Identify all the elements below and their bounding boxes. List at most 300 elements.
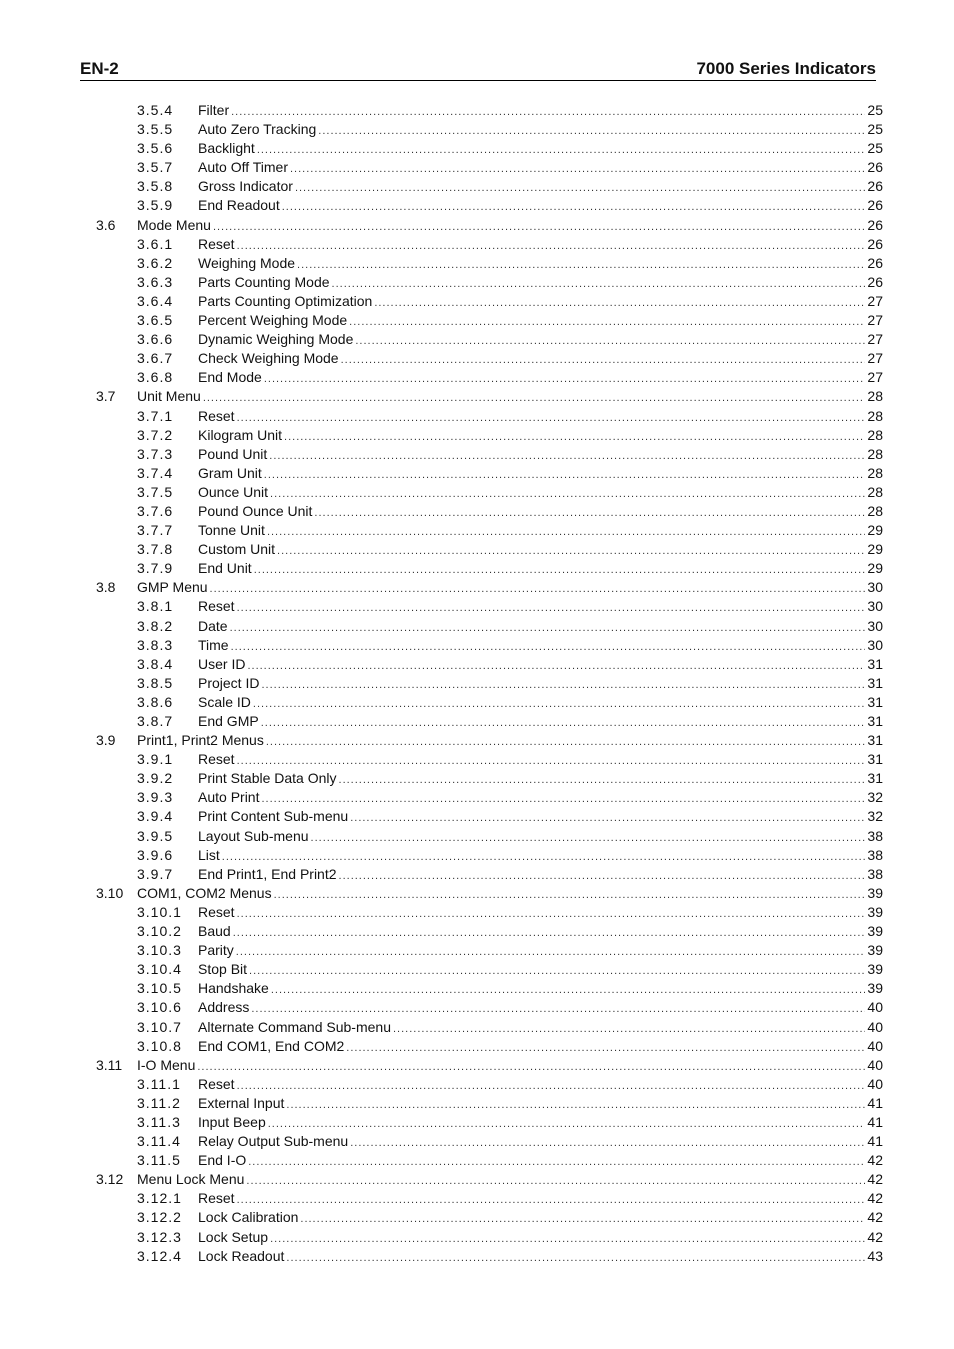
toc-entry-title: Print Stable Data Only <box>198 770 337 787</box>
dot-leader <box>230 617 866 638</box>
dot-leader <box>264 368 866 389</box>
toc-entry-title: Auto Print <box>198 789 260 806</box>
toc-entry-number: 3.10.3 <box>137 942 182 959</box>
toc-entry-page: 30 <box>867 617 883 634</box>
toc-entry-line <box>198 196 883 217</box>
toc-entry-title: User ID <box>198 655 246 672</box>
toc-subsection-entry[interactable] <box>96 559 883 578</box>
toc-entry-line <box>198 1018 883 1039</box>
page-number-label: EN-2 <box>80 59 119 78</box>
toc-entry-title: Baud <box>198 923 231 940</box>
toc-entry-number: 3.8.6 <box>137 693 174 710</box>
toc-entry-page: 31 <box>867 674 883 691</box>
dot-leader <box>197 1056 865 1077</box>
toc-entry-line <box>198 1189 883 1210</box>
toc-entry-title: Layout Sub-menu <box>198 827 309 844</box>
toc-entry-line <box>198 559 883 580</box>
toc-entry-title: Print1, Print2 Menus <box>137 732 264 749</box>
toc-entry-title: End Readout <box>198 197 280 214</box>
toc-entry-number: 3.7.4 <box>137 464 174 481</box>
toc-subsection-entry[interactable] <box>96 101 883 120</box>
toc-subsection-entry[interactable] <box>96 960 883 979</box>
toc-entry-line <box>198 636 883 657</box>
toc-entry-page: 26 <box>867 159 883 176</box>
toc-subsection-entry[interactable] <box>96 311 883 330</box>
dot-leader <box>237 235 866 256</box>
toc-entry-page: 40 <box>867 1075 883 1092</box>
toc-subsection-entry[interactable] <box>96 674 883 693</box>
page-header <box>80 58 876 81</box>
dot-leader <box>233 922 866 943</box>
toc-entry-line <box>137 216 883 237</box>
toc-entry-line <box>198 807 883 828</box>
toc-entry-number: 3.5.7 <box>137 159 174 176</box>
toc-entry-number: 3.6 <box>96 216 116 233</box>
dot-leader <box>247 655 865 676</box>
toc-subsection-entry[interactable] <box>96 1132 883 1151</box>
toc-entry-title: Pound Ounce Unit <box>198 502 313 519</box>
dot-leader <box>222 846 866 867</box>
toc-entry-line <box>198 846 883 867</box>
toc-entry-page: 39 <box>867 942 883 959</box>
toc-subsection-entry[interactable] <box>96 769 883 788</box>
toc-section-entry[interactable] <box>96 387 883 406</box>
toc-entry-title: Relay Output Sub-menu <box>198 1133 349 1150</box>
toc-entry-number: 3.8.7 <box>137 713 174 729</box>
toc-subsection-entry[interactable] <box>96 617 883 636</box>
toc-entry-number: 3.7.7 <box>137 522 174 539</box>
toc-entry-title: Ounce Unit <box>198 483 269 500</box>
toc-subsection-entry[interactable] <box>96 368 883 387</box>
toc-subsection-entry[interactable] <box>96 1247 883 1266</box>
dot-leader <box>237 903 866 924</box>
toc-entry-title: List <box>198 846 220 863</box>
toc-entry-page: 27 <box>867 292 883 309</box>
toc-section-entry[interactable] <box>96 1170 883 1189</box>
toc-entry-page: 27 <box>867 369 883 386</box>
toc-entry-title: Reset <box>198 903 235 920</box>
toc-entry-number: 3.6.6 <box>137 331 174 348</box>
toc-section-entry[interactable] <box>96 731 883 750</box>
toc-entry-line <box>198 177 883 198</box>
toc-entry-line <box>198 979 883 1000</box>
toc-entry-page: 25 <box>867 140 883 157</box>
toc-entry-number: 3.7.9 <box>137 560 174 577</box>
dot-leader <box>261 674 865 695</box>
toc-entry-title: Custom Unit <box>198 541 276 558</box>
toc-entry-number: 3.11 <box>96 1056 123 1073</box>
toc-entry-page: 38 <box>867 827 883 844</box>
toc-entry-page: 39 <box>867 884 883 901</box>
toc-entry-number: 3.9.7 <box>137 865 174 882</box>
toc-entry-line <box>198 349 883 370</box>
toc-entry-number: 3.11.5 <box>137 1152 181 1169</box>
toc-section-entry[interactable] <box>96 216 883 235</box>
dot-leader <box>318 120 865 141</box>
toc-entry-page: 40 <box>867 1056 883 1073</box>
toc-entry-number: 3.9.1 <box>137 751 174 768</box>
dot-leader <box>236 941 866 962</box>
toc-subsection-entry[interactable] <box>96 1113 883 1132</box>
dot-leader <box>268 1113 866 1134</box>
toc-subsection-entry[interactable] <box>96 139 883 158</box>
dot-leader <box>346 1037 865 1058</box>
dot-leader <box>349 311 865 332</box>
toc-entry-page: 28 <box>867 388 883 405</box>
toc-subsection-entry[interactable] <box>96 330 883 349</box>
dot-leader <box>284 426 865 447</box>
toc-subsection-entry[interactable] <box>96 502 883 521</box>
toc-subsection-entry[interactable] <box>96 120 883 139</box>
toc-subsection-entry[interactable] <box>96 196 883 215</box>
dot-leader <box>246 1170 865 1191</box>
toc-entry-line <box>198 1037 883 1058</box>
toc-entry-line <box>198 674 883 695</box>
toc-entry-number: 3.9.2 <box>137 770 174 787</box>
dot-leader <box>300 1208 865 1229</box>
toc-subsection-entry[interactable] <box>96 273 883 292</box>
toc-subsection-entry[interactable] <box>96 407 883 426</box>
toc-entry-title: Address <box>198 999 250 1016</box>
toc-entry-title: Auto Zero Tracking <box>198 121 317 138</box>
toc-entry-title: COM1, COM2 Menus <box>137 884 272 901</box>
toc-entry-page: 29 <box>867 541 883 558</box>
toc-entry-line <box>198 139 883 160</box>
toc-entry-page: 27 <box>867 331 883 348</box>
dot-leader <box>311 827 866 848</box>
toc-entry-line <box>198 750 883 771</box>
toc-entry-page: 38 <box>867 865 883 882</box>
toc-subsection-entry[interactable] <box>96 979 883 998</box>
toc-entry-line <box>198 1132 883 1153</box>
toc-entry-line <box>198 445 883 466</box>
toc-subsection-entry[interactable] <box>96 827 883 846</box>
dot-leader <box>350 1132 865 1153</box>
toc-entry-number: 3.7.1 <box>137 407 174 424</box>
toc-subsection-entry[interactable] <box>96 597 883 616</box>
toc-subsection-entry[interactable] <box>96 521 883 540</box>
toc-entry-page: 31 <box>867 693 883 710</box>
toc-entry-number: 3.11.2 <box>137 1094 181 1111</box>
toc-entry-title: Reset <box>198 235 235 252</box>
toc-subsection-entry[interactable] <box>96 903 883 922</box>
toc-entry-page: 41 <box>867 1133 883 1150</box>
dot-leader <box>393 1018 865 1039</box>
toc-entry-line <box>198 330 883 351</box>
toc-subsection-entry[interactable] <box>96 922 883 941</box>
toc-subsection-entry[interactable] <box>96 846 883 865</box>
toc-entry-page: 30 <box>867 598 883 615</box>
toc-entry-number: 3.8.5 <box>137 674 174 691</box>
toc-entry-title: Date <box>198 617 228 634</box>
toc-entry-title: Tonne Unit <box>198 522 265 539</box>
toc-entry-line <box>198 903 883 924</box>
toc-subsection-entry[interactable] <box>96 1151 883 1170</box>
toc-entry-line <box>198 769 883 790</box>
toc-entry-title: Lock Calibration <box>198 1209 299 1226</box>
toc-entry-title: End Mode <box>198 369 262 386</box>
toc-entry-line <box>198 597 883 618</box>
toc-subsection-entry[interactable] <box>96 464 883 483</box>
dot-leader <box>286 1094 865 1115</box>
toc-entry-number: 3.8.3 <box>137 636 174 653</box>
toc-entry-line <box>198 1151 883 1172</box>
toc-entry-line <box>198 540 883 561</box>
dot-leader <box>264 464 866 485</box>
dot-leader <box>254 559 866 580</box>
toc-entry-title: Gross Indicator <box>198 178 293 195</box>
dot-leader <box>290 158 865 179</box>
toc-entry-title: Reset <box>198 751 235 768</box>
dot-leader <box>213 216 865 237</box>
toc-entry-title: Print Content Sub-menu <box>198 808 349 825</box>
toc-entry-title: Weighing Mode <box>198 254 296 271</box>
toc-entry-title: End COM1, End COM2 <box>198 1037 345 1054</box>
toc-subsection-entry[interactable] <box>96 292 883 311</box>
toc-entry-page: 39 <box>867 980 883 997</box>
toc-subsection-entry[interactable] <box>96 941 883 960</box>
toc-entry-number: 3.12.2 <box>137 1209 182 1226</box>
toc-entry-page: 30 <box>867 636 883 653</box>
toc-subsection-entry[interactable] <box>96 158 883 177</box>
toc-entry-line <box>198 368 883 389</box>
toc-entry-number: 3.12 <box>96 1171 124 1188</box>
toc-entry-number: 3.7.8 <box>137 541 174 558</box>
toc-subsection-entry[interactable] <box>96 254 883 273</box>
dot-leader <box>282 196 866 217</box>
toc-entry-number: 3.6.5 <box>137 312 174 329</box>
toc-entry-page: 41 <box>867 1094 883 1111</box>
toc-subsection-entry[interactable] <box>96 712 883 731</box>
toc-entry-title: Reset <box>198 1075 235 1092</box>
toc-entry-number: 3.12.3 <box>137 1228 182 1245</box>
toc-entry-title: Unit Menu <box>137 388 201 405</box>
toc-entry-number: 3.9.6 <box>137 846 174 863</box>
toc-entry-number: 3.11.4 <box>137 1133 181 1150</box>
toc-subsection-entry[interactable] <box>96 636 883 655</box>
toc-entry-page: 42 <box>867 1209 883 1226</box>
toc-entry-line <box>198 1113 883 1134</box>
toc-entry-number: 3.8 <box>96 579 116 596</box>
toc-subsection-entry[interactable] <box>96 655 883 674</box>
dot-leader <box>257 139 866 160</box>
toc-subsection-entry[interactable] <box>96 445 883 464</box>
toc-entry-title: Check Weighing Mode <box>198 350 339 367</box>
dot-leader <box>332 273 866 294</box>
toc-subsection-entry[interactable] <box>96 998 883 1017</box>
toc-entry-line <box>198 254 883 275</box>
dot-leader <box>355 330 865 351</box>
toc-entry-title: Menu Lock Menu <box>137 1171 245 1188</box>
toc-subsection-entry[interactable] <box>96 1075 883 1094</box>
toc-entry-title: Parts Counting Mode <box>198 273 330 290</box>
toc-entry-title: End Print1, End Print2 <box>198 865 337 882</box>
dot-leader <box>297 254 865 275</box>
toc-entry-line <box>198 273 883 294</box>
toc-entry-title: Pound Unit <box>198 445 268 462</box>
toc-subsection-entry[interactable] <box>96 349 883 368</box>
toc-entry-page: 28 <box>867 426 883 443</box>
toc-subsection-entry[interactable] <box>96 788 883 807</box>
dot-leader <box>248 1151 865 1172</box>
dot-leader <box>270 1228 865 1249</box>
toc-entry-page: 26 <box>867 178 883 195</box>
toc-entry-number: 3.7 <box>96 388 116 405</box>
toc-entry-page: 28 <box>867 483 883 500</box>
toc-entry-number: 3.7.6 <box>137 502 174 519</box>
toc-entry-page: 42 <box>867 1228 883 1245</box>
toc-entry-number: 3.8.1 <box>137 598 174 615</box>
toc-entry-number: 3.6.1 <box>137 235 174 252</box>
toc-entry-line <box>198 1208 883 1229</box>
toc-subsection-entry[interactable] <box>96 1228 883 1247</box>
toc-entry-title: Percent Weighing Mode <box>198 312 348 329</box>
toc-entry-title: Auto Off Timer <box>198 159 288 176</box>
toc-entry-page: 28 <box>867 502 883 519</box>
toc-entry-number: 3.5.9 <box>137 197 174 214</box>
dot-leader <box>339 865 866 886</box>
toc-entry-page: 29 <box>867 522 883 539</box>
toc-entry-title: GMP Menu <box>137 579 208 596</box>
toc-entry-page: 28 <box>867 445 883 462</box>
dot-leader <box>231 101 865 122</box>
toc-entry-page: 31 <box>867 655 883 672</box>
toc-entry-page: 39 <box>867 923 883 940</box>
toc-entry-title: End Unit <box>198 560 252 577</box>
toc-section-entry[interactable] <box>96 578 883 597</box>
dot-leader <box>237 597 866 618</box>
toc-entry-title: Parts Counting Optimization <box>198 292 373 309</box>
toc-entry-number: 3.10.7 <box>137 1018 182 1035</box>
dot-leader <box>341 349 866 370</box>
dot-leader <box>251 998 865 1019</box>
toc-entry-line <box>198 235 883 256</box>
toc-entry-number: 3.10.2 <box>137 923 182 940</box>
toc-entry-line <box>137 731 883 752</box>
dot-leader <box>261 788 865 809</box>
toc-subsection-entry[interactable] <box>96 807 883 826</box>
toc-subsection-entry[interactable] <box>96 540 883 559</box>
dot-leader <box>266 731 866 752</box>
toc-entry-line <box>198 1247 883 1268</box>
toc-entry-line <box>198 827 883 848</box>
toc-entry-title: Parity <box>198 942 234 959</box>
dot-leader <box>274 884 866 905</box>
toc-entry-page: 31 <box>867 770 883 787</box>
toc-subsection-entry[interactable] <box>96 1037 883 1056</box>
toc-entry-page: 30 <box>867 579 883 596</box>
toc-entry-page: 31 <box>867 713 883 729</box>
toc-entry-page: 32 <box>867 808 883 825</box>
document-title: 7000 Series Indicators <box>696 59 876 78</box>
toc-entry-number: 3.8.4 <box>137 655 174 672</box>
toc-entry-line <box>198 941 883 962</box>
toc-entry-page: 25 <box>867 121 883 138</box>
toc-subsection-entry[interactable] <box>96 750 883 769</box>
dot-leader <box>269 445 865 466</box>
toc-entry-page: 32 <box>867 789 883 806</box>
toc-entry-title: Scale ID <box>198 693 251 710</box>
dot-leader <box>231 636 866 657</box>
toc-entry-line <box>198 788 883 809</box>
toc-subsection-entry[interactable] <box>96 426 883 445</box>
toc-entry-title: Gram Unit <box>198 464 262 481</box>
toc-entry-number: 3.9.3 <box>137 789 174 806</box>
toc-entry-title: End GMP <box>198 713 259 729</box>
toc-entry-page: 42 <box>867 1152 883 1169</box>
toc-entry-page: 27 <box>867 312 883 329</box>
dot-leader <box>210 578 866 599</box>
toc-subsection-entry[interactable] <box>96 235 883 254</box>
dot-leader <box>203 387 866 408</box>
toc-entry-line <box>198 693 883 714</box>
toc-entry-line <box>198 922 883 943</box>
toc-entry-title: Reset <box>198 1190 235 1207</box>
toc-entry-title: Reset <box>198 407 235 424</box>
toc-entry-number: 3.12.1 <box>137 1190 182 1207</box>
toc-entry-line <box>198 1228 883 1249</box>
toc-entry-title: Project ID <box>198 674 260 691</box>
toc-entry-title: Lock Setup <box>198 1228 269 1245</box>
toc-entry-title: End I-O <box>198 1152 247 1169</box>
toc-entry-page: 26 <box>867 197 883 214</box>
toc-entry-number: 3.8.2 <box>137 617 174 634</box>
dot-leader <box>270 483 865 504</box>
toc-entry-page: 27 <box>867 350 883 367</box>
toc-entry-page: 40 <box>867 999 883 1016</box>
toc-entry-number: 3.12.4 <box>137 1247 182 1264</box>
toc-entry-number: 3.5.8 <box>137 178 174 195</box>
toc-entry-page: 26 <box>867 216 883 233</box>
toc-entry-number: 3.9.4 <box>137 808 174 825</box>
toc-entry-number: 3.5.4 <box>137 102 174 118</box>
toc-entry-page: 26 <box>867 273 883 290</box>
toc-entry-title: Alternate Command Sub-menu <box>198 1018 391 1035</box>
toc-entry-line <box>198 617 883 638</box>
toc-entry-page: 39 <box>867 961 883 978</box>
toc-subsection-entry[interactable] <box>96 177 883 196</box>
toc-entry-title: Kilogram Unit <box>198 426 283 443</box>
dot-leader <box>261 712 866 733</box>
toc-subsection-entry[interactable] <box>96 1094 883 1113</box>
toc-subsection-entry[interactable] <box>96 1189 883 1208</box>
toc-subsection-entry[interactable] <box>96 693 883 712</box>
dot-leader <box>295 177 865 198</box>
dot-leader <box>271 979 866 1000</box>
toc-entry-page: 38 <box>867 846 883 863</box>
toc-section-entry[interactable] <box>96 884 883 903</box>
toc-subsection-entry[interactable] <box>96 483 883 502</box>
toc-subsection-entry[interactable] <box>96 1208 883 1227</box>
toc-entry-title: Filter <box>198 102 230 118</box>
toc-entry-page: 41 <box>867 1113 883 1130</box>
toc-entry-line <box>198 502 883 523</box>
toc-section-entry[interactable] <box>96 1056 883 1075</box>
toc-entry-page: 40 <box>867 1037 883 1054</box>
toc-entry-page: 31 <box>867 751 883 768</box>
toc-entry-page: 25 <box>867 102 883 118</box>
toc-entry-page: 26 <box>867 254 883 271</box>
toc-entry-number: 3.5.5 <box>137 121 174 138</box>
toc-entry-line <box>137 884 883 905</box>
toc-subsection-entry[interactable] <box>96 865 883 884</box>
toc-entry-title: Reset <box>198 598 235 615</box>
toc-subsection-entry[interactable] <box>96 1018 883 1037</box>
toc-entry-line <box>198 655 883 676</box>
toc-entry-number: 3.11.1 <box>137 1075 181 1092</box>
toc-entry-title: Dynamic Weighing Mode <box>198 331 354 348</box>
toc-entry-number: 3.6.2 <box>137 254 174 271</box>
